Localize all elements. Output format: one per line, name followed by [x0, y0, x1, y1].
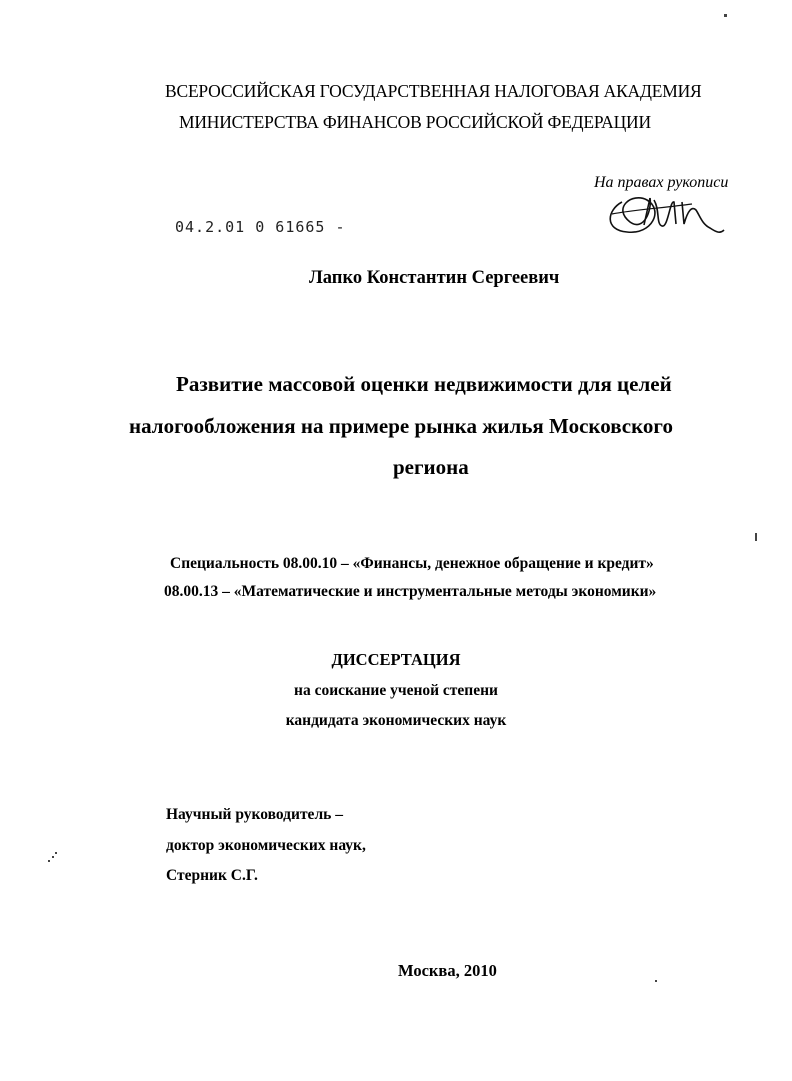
dissertation-heading: ДИССЕРТАЦИЯ — [331, 650, 461, 669]
supervisor-label: Научный руководитель – — [166, 806, 343, 823]
dissertation-title-line-3: региона — [393, 455, 469, 479]
scan-speck — [52, 856, 54, 858]
author-name: Лапко Константин Сергеевич — [309, 268, 560, 288]
specialty-line-2: 08.00.13 – «Математические и инструментальные методы экономики» — [164, 583, 657, 600]
signature — [592, 180, 732, 245]
degree-line-1: на соискание ученой степени — [294, 682, 498, 699]
institution-line-1: ВСЕРОССИЙСКАЯ ГОСУДАРСТВЕННАЯ НАЛОГОВАЯ АКАДЕМИЯ — [165, 81, 702, 101]
supervisor-degree: доктор экономических наук, — [166, 837, 366, 854]
specialty-line-1: Специальность 08.00.10 – «Финансы, денежное обращение и кредит» — [170, 555, 654, 572]
scan-speck — [55, 852, 57, 854]
dissertation-title-line-2: налогообложения на примере рынка жилья Московского — [129, 414, 673, 438]
degree-line-2: кандидата экономических наук — [285, 712, 507, 729]
manuscript-note: На правах рукописи — [594, 174, 729, 191]
dissertation-title-line-1: Развитие массовой оценки недвижимости для целей — [176, 372, 672, 396]
institution-line-2: МИНИСТЕРСТВА ФИНАНСОВ РОССИЙСКОЙ ФЕДЕРАЦИИ — [179, 112, 651, 132]
scan-speck — [755, 533, 757, 541]
registration-code: 04.2.01 0 61665 - — [175, 218, 346, 236]
supervisor-name: Стерник С.Г. — [166, 867, 258, 884]
scan-speck — [655, 980, 657, 982]
scan-speck — [48, 860, 50, 862]
place-and-year: Москва, 2010 — [398, 961, 497, 980]
scan-speck — [724, 14, 727, 17]
